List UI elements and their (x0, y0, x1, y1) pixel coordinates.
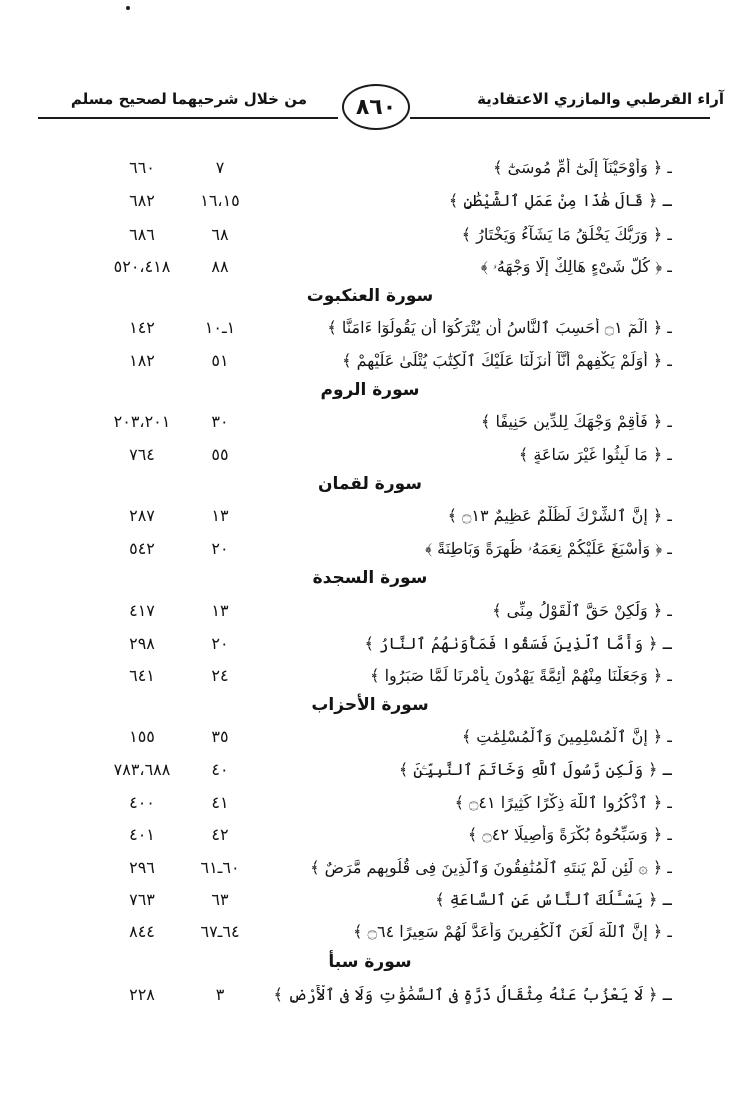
verse-text: ـ ﴿ مَا لَبِثُوا غَيْرَ سَاعَةٍ ﴾ (518, 445, 672, 464)
ayah-number: ١٣ (211, 506, 229, 525)
verse-text: ـ ﴿ وَجَعَلْنَا مِنْهُمْ أَئِمَّةً يَهْدُونَ بِأَمْرِنَا لَمَّا صَبَرُوا ﴾ (370, 666, 672, 685)
header-right-title: آراء القرطبي والمازري الاعتقادية (477, 90, 724, 108)
verse-text: ـ ﴿ قَالَ هَٰذَا مِنْ عَمَلِ ٱلشَّيْطَٰنِ ﴾ (448, 191, 672, 210)
ayah-number: ١ـ١٠ (204, 318, 236, 337)
page-reference: ٦٨٦ (129, 225, 155, 244)
ayah-number: ٦٠ـ٦١ (200, 858, 240, 877)
verse-text: ـ ﴿ أَوَلَمْ يَكْفِهِمْ أَنَّآ أَنزَلْنَا عَلَيْكَ ٱلْكِتَٰبَ يُتْلَىٰ عَلَيْهِمْ ﴾ (342, 351, 672, 370)
page-reference: ٢٠٣،٢٠١ (113, 412, 171, 431)
ayah-number: ٣٠ (211, 412, 229, 431)
page-reference: ١٤٢ (129, 318, 155, 337)
page-reference: ٧٦٤ (129, 445, 155, 464)
verse-text: ـ ﴿ وَرَبُّكَ يَخْلُقُ مَا يَشَآءُ وَيَخْتَارُ ﴾ (461, 225, 672, 244)
ayah-number: ٢٠ (211, 539, 229, 558)
ayah-number: ٦٤ـ٦٧ (200, 922, 240, 941)
page-reference: ٢٢٨ (129, 985, 155, 1004)
page-reference: ٤١٧ (129, 601, 155, 620)
page-reference: ٦٤١ (129, 666, 155, 685)
ayah-number: ٦٣ (211, 890, 229, 909)
surah-heading: سورة العنكبوت (306, 286, 434, 306)
page-reference: ٤٠١ (129, 825, 155, 844)
verse-text: ـ ﴿ الٓمٓ ۝١ أَحَسِبَ ٱلنَّاسُ أَن يُتْرَكُوٓا أَن يَقُولُوٓا ءَامَنَّا ﴾ (327, 318, 672, 337)
page-reference: ٤٠٠ (129, 793, 155, 812)
verse-text: ـ ﴿ وَلَٰكِن رَّسُولَ ٱللَّهِ وَخَاتَمَ ٱلنَّبِيِّـۧنَ ﴾ (398, 760, 672, 779)
page-reference: ٢٨٧ (129, 506, 155, 525)
ayah-number: ٤٠ (211, 760, 229, 779)
verse-text: ـ ﴿ فَأَقِمْ وَجْهَكَ لِلدِّينِ حَنِيفًا ﴾ (481, 412, 672, 431)
page-number: ٨٦٠ (342, 84, 410, 130)
verse-text: ـ ﴿ يَسْـَٔلُكَ ٱلنَّاسُ عَنِ ٱلسَّاعَةِ ﴾ (435, 890, 672, 909)
verse-text: ـ ﴿ لَا يَعْزُبُ عَنْهُ مِثْقَالُ ذَرَّةٍ فِى ٱلسَّمَٰوَٰتِ وَلَا فِى ٱلْأَرْضِ ﴾ (273, 985, 672, 1004)
verse-text: ـ ﴿ كُلُّ شَىْءٍ هَالِكٌ إِلَّا وَجْهَهُۥ ﴾ (480, 257, 672, 276)
page-reference: ٦٨٢ (129, 191, 155, 210)
ayah-number: ٥٥ (211, 445, 229, 464)
verse-text: ـ ﴿ ٱذْكُرُوا ٱللَّهَ ذِكْرًا كَثِيرًا ۝٤١ ﴾ (454, 793, 672, 812)
page-reference: ٥٢٠،٤١٨ (113, 257, 171, 276)
ayah-number: ٤١ (211, 793, 229, 812)
page-reference: ٢٩٨ (129, 634, 155, 653)
ayah-number: ٦٨ (211, 225, 229, 244)
verse-index (0, 148, 754, 1048)
header-rule-right (410, 117, 710, 119)
verse-text: ـ ﴿ وَلَٰكِنْ حَقَّ ٱلْقَوْلُ مِنِّى ﴾ (492, 601, 672, 620)
surah-heading: سورة سبأ (328, 952, 412, 972)
page-reference: ٦٦٠ (129, 158, 155, 177)
header-left-title: من خلال شرحيهما لصحيح مسلم (70, 90, 307, 108)
verse-text: ـ ﴿ إِنَّ ٱللَّهَ لَعَنَ ٱلْكَٰفِرِينَ وَأَعَدَّ لَهُمْ سَعِيرًا ۝٦٤ ﴾ (353, 922, 672, 941)
surah-heading: سورة لقمان (317, 474, 423, 494)
surah-heading: سورة الروم (320, 380, 420, 400)
surah-heading: سورة الأحزاب (311, 695, 429, 715)
verse-text: ـ ﴿ وَسَبِّحُوهُ بُكْرَةً وَأَصِيلًا ۝٤٢ ﴾ (467, 825, 672, 844)
page-reference: ٧٦٣ (129, 890, 155, 909)
verse-text: ـ ﴿ ۞ لَّئِن لَّمْ يَنتَهِ ٱلْمُنَٰفِقُونَ وَٱلَّذِينَ فِى قُلُوبِهِم مَّرَضٌ ﴾ (310, 858, 672, 877)
ayah-number: ٥١ (211, 351, 229, 370)
ayah-number: ٨٨ (211, 257, 229, 276)
page-reference: ١٥٥ (129, 727, 155, 746)
verse-text: ـ ﴿ وَأَوْحَيْنَآ إِلَىٰٓ أُمِّ مُوسَىٰٓ ﴾ (493, 158, 672, 177)
page-reference: ١٨٢ (129, 351, 155, 370)
margin-mark (126, 6, 130, 10)
surah-heading: سورة السجدة (312, 568, 428, 588)
ayah-number: ٢٤ (211, 666, 229, 685)
ayah-number: ١٦،١٥ (200, 191, 240, 210)
page-reference: ٧٨٣،٦٨٨ (113, 760, 171, 779)
page-reference: ٢٩٦ (129, 858, 155, 877)
page-reference: ٥٤٢ (129, 539, 155, 558)
ayah-number: ٣٥ (211, 727, 229, 746)
verse-text: ـ ﴿ وَأَسْبَغَ عَلَيْكُمْ نِعَمَهُۥ ظَٰهِرَةً وَبَاطِنَةً ﴾ (424, 539, 672, 558)
ayah-number: ٣ (215, 985, 225, 1004)
ayah-number: ٤٢ (211, 825, 229, 844)
verse-text: ـ ﴿ إِنَّ ٱلْمُسْلِمِينَ وَٱلْمُسْلِمَٰتِ ﴾ (461, 727, 672, 746)
page-reference: ٨٤٤ (129, 922, 155, 941)
verse-text: ـ ﴿ وَأَمَّا ٱلَّذِينَ فَسَقُوا فَمَأْوَىٰهُمُ ٱلنَّارُ ﴾ (364, 634, 672, 653)
ayah-number: ٢٠ (211, 634, 229, 653)
ayah-number: ١٣ (211, 601, 229, 620)
verse-text: ـ ﴿ إِنَّ ٱلشِّرْكَ لَظُلْمٌ عَظِيمٌ ۝١٣ ﴾ (447, 506, 672, 525)
ayah-number: ٧ (215, 158, 225, 177)
header-rule-left (38, 117, 338, 119)
